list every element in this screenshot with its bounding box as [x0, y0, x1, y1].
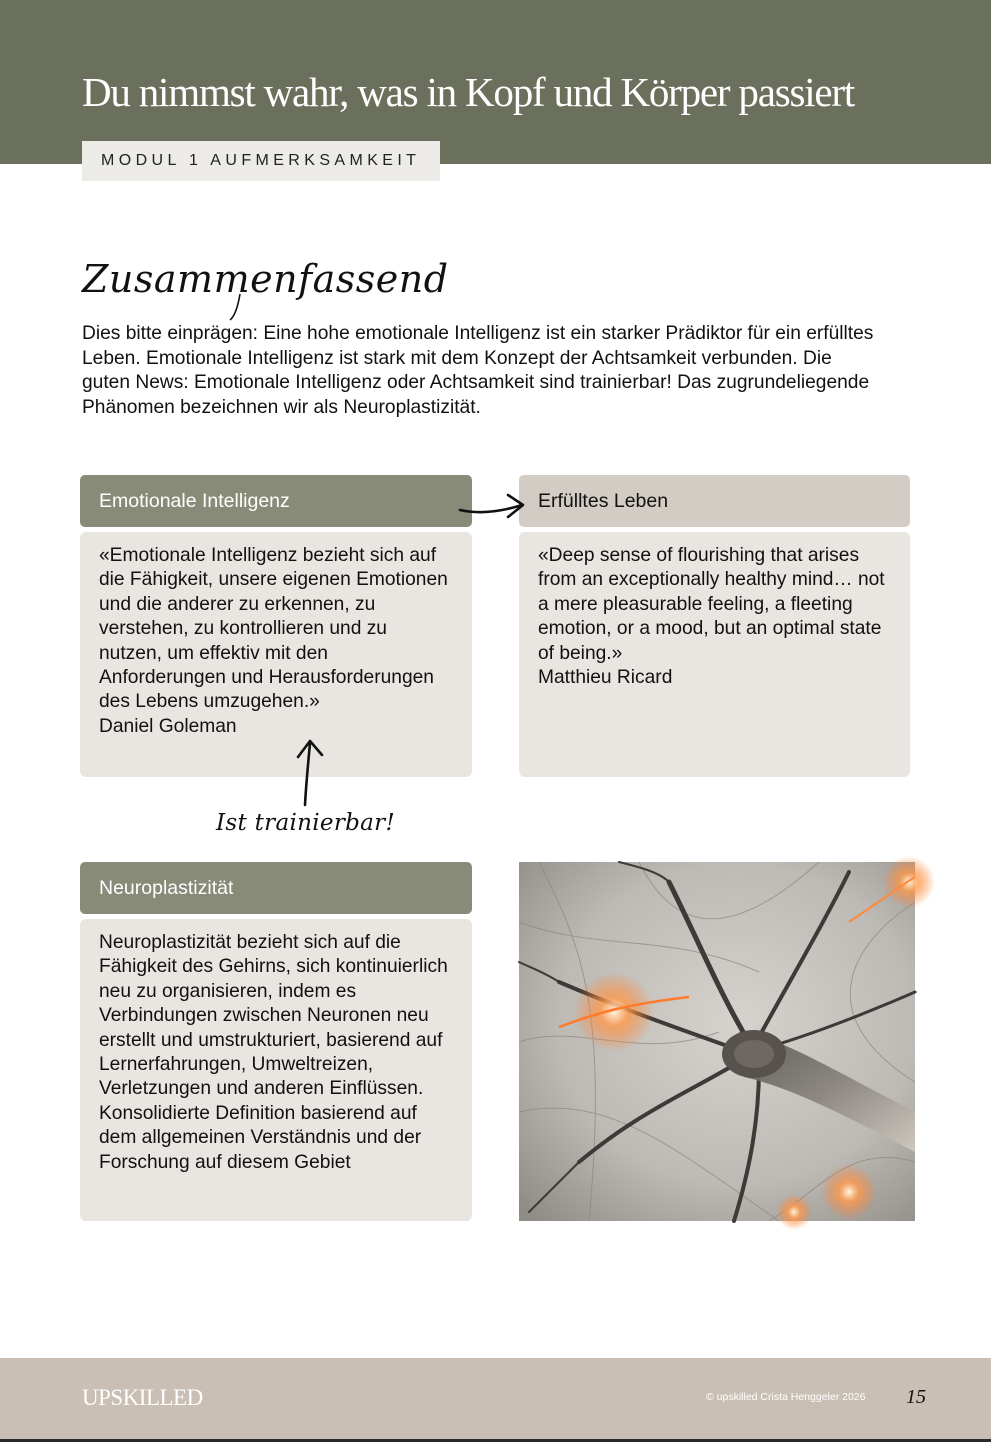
- quote-author: Matthieu Ricard: [538, 667, 673, 689]
- quote-author: Daniel Goleman: [99, 715, 237, 737]
- card-body-neuroplastizitaet: [80, 919, 472, 1221]
- footer: [0, 1358, 991, 1442]
- module-tag: MODUL 1 AUFMERKSAMKEIT: [82, 141, 440, 181]
- quote-text: «Deep sense of flourishing that arises from an exceptionally healthy mind… not a mere pleasurable feeling, a fleeting emotion, or a mood, but an optimal state of being.»: [538, 545, 885, 664]
- card-title-emotionale-intelligenz: Emotionale Intelligenz: [80, 475, 472, 527]
- intro-paragraph: Dies bitte einprägen: Eine hohe emotionale Intelligenz ist ein starker Prädiktor für ein erfülltes Leben. Emotionale Intelligenz ist stark mit dem Konzept der Achtsamkeit verbunden. Die guten News: Emotionale Intelligenz oder Achtsamkeit sind trainierbar! Das zugrundeliegende Phänomen bezeichnen wir als Neuroplastizität.: [82, 323, 874, 418]
- card-title-erfuelltes-leben: Erfülltes Leben: [519, 475, 910, 527]
- handwritten-annotation: [214, 800, 404, 842]
- neuron-image: [519, 862, 915, 1221]
- brand-logo: UPSKILLED: [82, 1385, 203, 1410]
- handwritten-annotation-text: Ist trainierbar!: [216, 810, 395, 836]
- page-number: 15: [906, 1386, 926, 1408]
- card-title-neuroplastizitaet: Neuroplastizität: [80, 862, 472, 914]
- svg-text:Zusammenfassend: Zusammenfassend: [82, 257, 449, 301]
- card-body-emotionale-intelligenz: [80, 532, 472, 777]
- copyright: © upskilled Crista Henggeler 2026: [706, 1391, 866, 1403]
- arrow-up-icon: [290, 735, 330, 807]
- definition-text: Neuroplastizität bezieht sich auf die Fähigkeit des Gehirns, sich kontinuierlich neu zu organisieren, indem es Verbindungen zwischen Neuronen neu erstellt und umstrukturiert, basierend auf Lernerfahrungen, Umweltreizen, Verletzungen und anderen Einflüssen. Konsolidierte Definition basierend auf dem allgemeinen Verständnis und der Forschung auf diesem Gebiet: [99, 932, 448, 1173]
- quote-text: «Emotionale Intelligenz bezieht sich auf die Fähigkeit, unsere eigenen Emotionen und die anderer zu erkennen, zu verstehen, zu kontrollieren und zu nutzen, um effektiv mit den Anforderungen und Herausforderungen des Lebens umzugehen.»: [99, 545, 448, 713]
- arrow-right-icon: [456, 490, 530, 524]
- script-heading-zusammenfassend: [80, 244, 449, 324]
- card-body-erfuelltes-leben: [519, 532, 910, 777]
- page-title: Du nimmst wahr, was in Kopf und Körper passiert: [82, 69, 855, 115]
